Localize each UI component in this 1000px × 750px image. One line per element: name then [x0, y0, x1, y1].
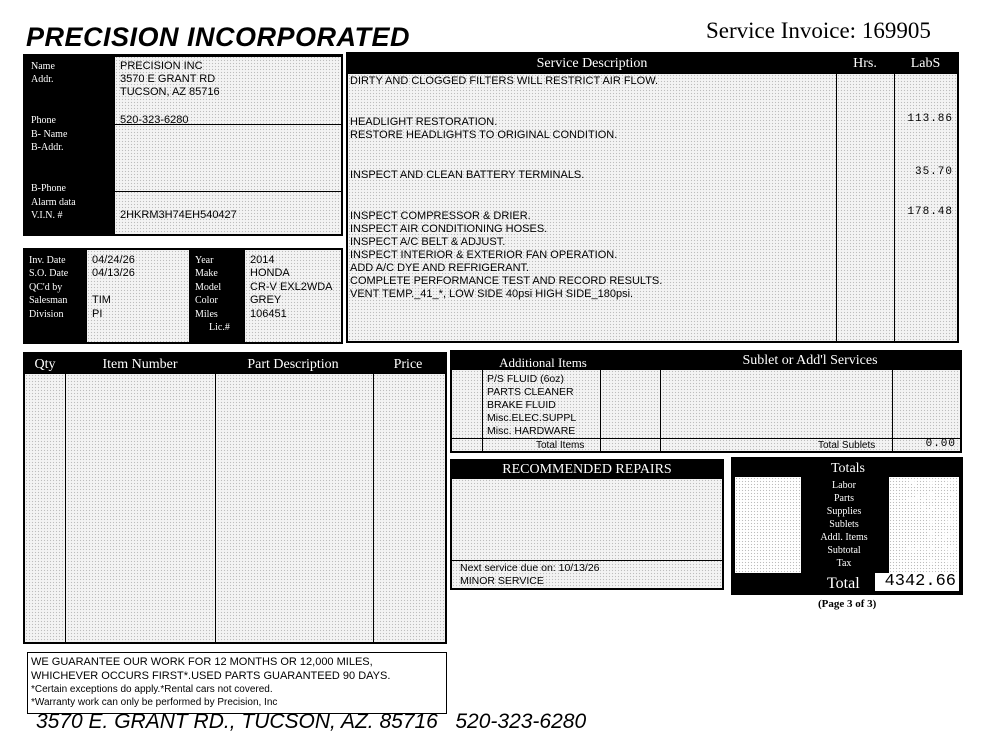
- item-number-header: Item Number: [102, 357, 178, 372]
- service-line: DIRTY AND CLOGGED FILTERS WILL RESTRICT AIR FLOW.: [350, 75, 659, 87]
- totals-left-panel: [735, 477, 801, 573]
- customer-phone: 520-323-6280: [120, 114, 189, 126]
- customer-values: [115, 56, 341, 234]
- additional-item: BRAKE FLUID: [487, 399, 556, 411]
- label-year: Year: [195, 255, 214, 266]
- total-sublets-label: Total Sublets: [818, 440, 876, 451]
- additional-body: [452, 370, 960, 451]
- service-line: INSPECT AND CLEAN BATTERY TERMINALS.: [350, 169, 585, 181]
- additional-header: [452, 352, 960, 370]
- label-labor: Labor: [832, 480, 856, 491]
- parts-body: [25, 374, 445, 642]
- total-addl-items: 0.00: [927, 531, 956, 543]
- order-right-values: [245, 250, 341, 342]
- total-sublets-value: 0.00: [925, 438, 956, 450]
- label-b-phone: B-Phone: [31, 183, 66, 194]
- label-miles: Miles: [195, 309, 218, 320]
- totals-box: [731, 457, 963, 595]
- label-so-date: S.O. Date: [29, 268, 69, 279]
- label-subtotal: Subtotal: [827, 545, 861, 556]
- year: 2014: [250, 254, 275, 266]
- footer-address: 3570 E. GRANT RD., TUCSON, AZ. 85716 520-323-6280: [36, 710, 587, 733]
- page-indicator: (Page 3 of 3): [818, 598, 877, 610]
- totals-title: Totals: [830, 461, 865, 476]
- totals-values-panel: [889, 477, 959, 573]
- guarantee-line2: WHICHEVER OCCURS FIRST*.USED PARTS GUARANTEED 90 DAYS.: [31, 670, 391, 682]
- service-body: [348, 74, 957, 341]
- customer-label-column: [25, 56, 115, 234]
- total-sublets: 0.00: [927, 518, 956, 530]
- price-header: Price: [393, 357, 423, 372]
- service-line: HEADLIGHT RESTORATION.: [350, 116, 498, 128]
- order-left-labels: [25, 250, 87, 342]
- miles: 106451: [250, 308, 287, 320]
- label-inv-date: Inv. Date: [29, 255, 66, 266]
- customer-addr1: 3570 E GRANT RD: [120, 73, 216, 85]
- sublet-title: Sublet or Add'l Services: [742, 353, 878, 368]
- service-line: INSPECT A/C BELT & ADJUST.: [350, 236, 506, 248]
- customer-addr2: TUCSON, AZ 85716: [120, 86, 220, 98]
- recommended-box: [450, 459, 724, 590]
- service-title: Service Description: [536, 56, 648, 71]
- total-parts: 1290.42: [906, 492, 956, 504]
- qty-header: Qty: [34, 357, 56, 372]
- label-phone: Phone: [31, 115, 56, 126]
- salesman: TIM: [92, 294, 111, 306]
- total-tax: 0.00: [927, 557, 956, 569]
- model: CR-V EXL2WDA: [250, 281, 333, 293]
- total-subtotal: 4342.66: [906, 544, 956, 556]
- label-addr: Addr.: [31, 74, 54, 85]
- service-header: [348, 54, 957, 74]
- recommended-body: [452, 479, 722, 588]
- company-name: PRECISION INCORPORATED: [26, 22, 411, 52]
- label-name: Name: [31, 61, 55, 72]
- parts-header: [25, 354, 445, 374]
- total-supplies: 252.02: [913, 505, 956, 517]
- label-vin: V.I.N. #: [31, 210, 63, 221]
- next-service-due: Next service due on: 10/13/26: [460, 562, 600, 574]
- additional-title: Additional Items: [499, 355, 587, 370]
- label-supplies: Supplies: [826, 506, 862, 517]
- guarantee-line4: *Warranty work can only be performed by Precision, Inc: [31, 697, 278, 708]
- label-tax: Tax: [836, 558, 852, 569]
- service-line: INSPECT COMPRESSOR & DRIER.: [350, 210, 531, 222]
- guarantee-box: [27, 652, 447, 714]
- guarantee-line3: *Certain exceptions do apply.*Rental cars not covered.: [31, 684, 273, 695]
- make: HONDA: [250, 267, 290, 279]
- labor-amount: 35.70: [914, 166, 953, 178]
- so-date: 04/13/26: [92, 267, 135, 279]
- inv-date: 04/24/26: [92, 254, 135, 266]
- hrs-header: Hrs.: [853, 56, 877, 71]
- label-addl-items: Addl. Items: [820, 532, 868, 543]
- label-division: Division: [29, 309, 64, 320]
- invoice-title: Service Invoice: 169905: [706, 18, 931, 43]
- customer-name: PRECISION INC: [120, 60, 203, 72]
- additional-item: Misc. HARDWARE: [487, 425, 576, 437]
- order-right-labels: [189, 250, 245, 342]
- grand-total-value: 4342.66: [875, 573, 959, 591]
- label-alarm: Alarm data: [31, 197, 76, 208]
- customer-vin: 2HKRM3H74EH540427: [120, 209, 237, 221]
- service-line: COMPLETE PERFORMANCE TEST AND RECORD RESULTS.: [350, 275, 663, 287]
- label-lic: Lic.#: [209, 322, 230, 333]
- order-box: [23, 248, 343, 344]
- division: PI: [92, 308, 103, 320]
- guarantee-line1: WE GUARANTEE OUR WORK FOR 12 MONTHS OR 12,000 MILES,: [31, 656, 373, 668]
- next-service-name: MINOR SERVICE: [460, 575, 544, 587]
- customer-box: [23, 54, 343, 236]
- grand-total-label: Total: [827, 575, 860, 592]
- total-labor: 2800.22: [906, 479, 956, 491]
- label-make: Make: [195, 268, 218, 279]
- totals-body: [733, 459, 961, 593]
- order-left-values: [87, 250, 189, 342]
- total-items-label: Total Items: [536, 440, 585, 451]
- labor-amount: 178.48: [907, 206, 953, 218]
- service-line: RESTORE HEADLIGHTS TO ORIGINAL CONDITION.: [350, 129, 618, 141]
- label-model: Model: [195, 282, 222, 293]
- service-line: ADD A/C DYE AND REFRIGERANT.: [350, 262, 530, 274]
- labor-amount: 113.86: [907, 113, 953, 125]
- label-sublets: Sublets: [829, 519, 859, 530]
- additional-sublet-box: [450, 350, 962, 453]
- color: GREY: [250, 294, 282, 306]
- label-color: Color: [195, 295, 218, 306]
- recommended-header: [452, 461, 722, 479]
- label-qcd-by: QC'd by: [29, 282, 63, 293]
- service-line: INSPECT AIR CONDITIONING HOSES.: [350, 223, 548, 235]
- labor-header: LabS: [910, 56, 941, 71]
- label-salesman: Salesman: [29, 295, 68, 306]
- parts-table: [23, 352, 447, 644]
- service-box: [346, 52, 959, 343]
- label-b-addr: B-Addr.: [31, 142, 64, 153]
- label-b-name: B- Name: [31, 129, 68, 140]
- recommended-title: RECOMMENDED REPAIRS: [502, 462, 672, 477]
- label-parts: Parts: [834, 493, 854, 504]
- additional-item: Misc.ELEC.SUPPL: [487, 412, 577, 424]
- additional-item: P/S FLUID (6oz): [487, 373, 565, 385]
- service-line: INSPECT INTERIOR & EXTERIOR FAN OPERATION.: [350, 249, 618, 261]
- part-description-header: Part Description: [247, 357, 339, 372]
- service-line: VENT TEMP._41_*, LOW SIDE 40psi HIGH SIDE_180psi.: [350, 288, 634, 300]
- additional-item: PARTS CLEANER: [487, 386, 574, 398]
